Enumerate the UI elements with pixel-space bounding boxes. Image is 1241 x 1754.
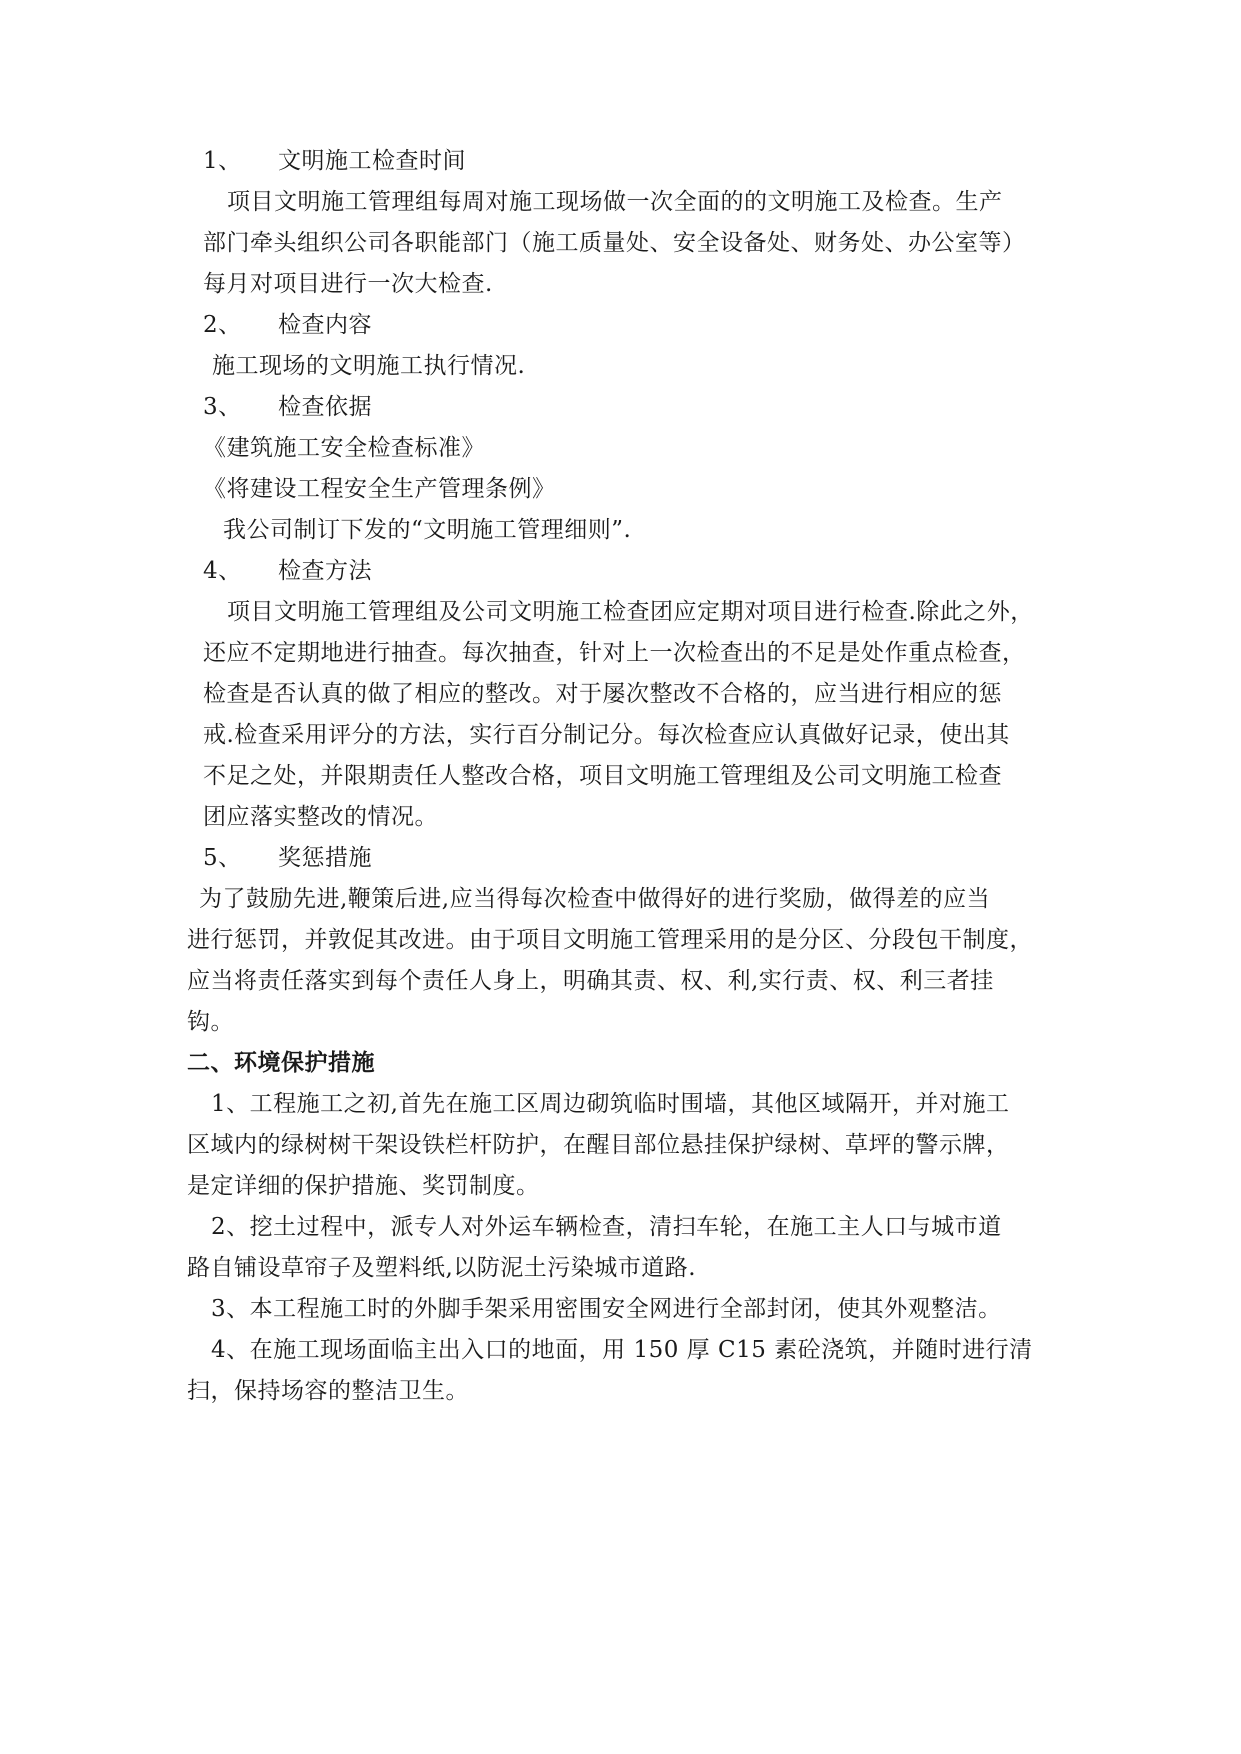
- section-number: 3、: [203, 394, 242, 420]
- paragraph-line: 进行惩罚，并敦促其改进。由于项目文明施工管理采用的是分区、分段包干制度，: [187, 927, 1033, 953]
- paragraph-line: 是定详细的保护措施、奖罚制度。: [187, 1173, 540, 1199]
- paragraph-line: 扫，保持场容的整洁卫生。: [187, 1378, 469, 1404]
- paragraph-line: 不足之处，并限期责任人整改合格，项目文明施工管理组及公司文明施工检查: [203, 763, 1002, 789]
- paragraph-line: 2、挖土过程中，派专人对外运车辆检查，清扫车轮，在施工主人口与城市道: [211, 1214, 1002, 1240]
- section-title: 检查内容: [278, 312, 372, 338]
- paragraph-line: 路自铺设草帘子及塑料纸,以防泥土污染城市道路.: [187, 1255, 697, 1281]
- section-3-heading: [203, 393, 372, 421]
- section-1-heading: [203, 147, 466, 175]
- paragraph-line: 每月对项目进行一次大检查.: [203, 271, 493, 297]
- paragraph-line: 3、本工程施工时的外脚手架采用密围安全网进行全部封闭，使其外观整洁。: [211, 1296, 1002, 1322]
- paragraph-line: 《建筑施工安全检查标准》: [203, 435, 485, 461]
- paragraph-line: 4、在施工现场面临主出入口的地面，用 150 厚 C15 素砼浇筑，并随时进行清: [211, 1337, 1033, 1363]
- section-4-heading: [203, 557, 372, 585]
- section-number: 2、: [203, 312, 242, 338]
- paragraph-line: 戒.检查采用评分的方法，实行百分制记分。每次检查应认真做好记录，使出其: [203, 722, 1010, 748]
- paragraph-line: 施工现场的文明施工执行情况.: [212, 353, 526, 379]
- paragraph-line: 项目文明施工管理组每周对施工现场做一次全面的的文明施工及检查。生产: [227, 189, 1003, 215]
- paragraph-line: 钩。: [187, 1009, 234, 1035]
- section-title: 检查依据: [278, 394, 372, 420]
- paragraph-line: 区域内的绿树树干架设铁栏杆防护，在醒目部位悬挂保护绿树、草坪的警示牌，: [187, 1132, 1010, 1158]
- paragraph-line: 我公司制订下发的“文明施工管理细则”.: [223, 517, 632, 543]
- section-5-heading: [203, 844, 372, 872]
- section-title: 文明施工检查时间: [278, 148, 466, 174]
- section-title: 检查方法: [278, 558, 372, 584]
- section-2-heading: [203, 311, 372, 339]
- paragraph-line: 部门牵头组织公司各职能部门（施工质量处、安全设备处、财务处、办公室等）: [203, 230, 1026, 256]
- paragraph-line: 为了鼓励先进,鞭策后进,应当得每次检查中做得好的进行奖励，做得差的应当: [199, 886, 991, 912]
- section-title: 奖惩措施: [278, 845, 372, 871]
- paragraph-line: 1、工程施工之初,首先在施工区周边砌筑临时围墙，其他区域隔开，并对施工: [211, 1091, 1010, 1117]
- paragraph-line: 团应落实整改的情况。: [203, 804, 438, 830]
- paragraph-line: 应当将责任落实到每个责任人身上，明确其责、权、利,实行责、权、利三者挂: [187, 968, 994, 994]
- paragraph-line: 还应不定期地进行抽查。每次抽查，针对上一次检查出的不足是处作重点检查，: [203, 640, 1026, 666]
- paragraph-line: 《将建设工程安全生产管理条例》: [203, 476, 556, 502]
- paragraph-line: 检查是否认真的做了相应的整改。对于屡次整改不合格的，应当进行相应的惩: [203, 681, 1002, 707]
- paragraph-line: 项目文明施工管理组及公司文明施工检查团应定期对项目进行检查.除此之外，: [227, 599, 1034, 625]
- section-number: 5、: [203, 845, 242, 871]
- section-number: 4、: [203, 558, 242, 584]
- section-number: 1、: [203, 148, 242, 174]
- env-protection-heading: 二、环境保护措施: [187, 1050, 375, 1076]
